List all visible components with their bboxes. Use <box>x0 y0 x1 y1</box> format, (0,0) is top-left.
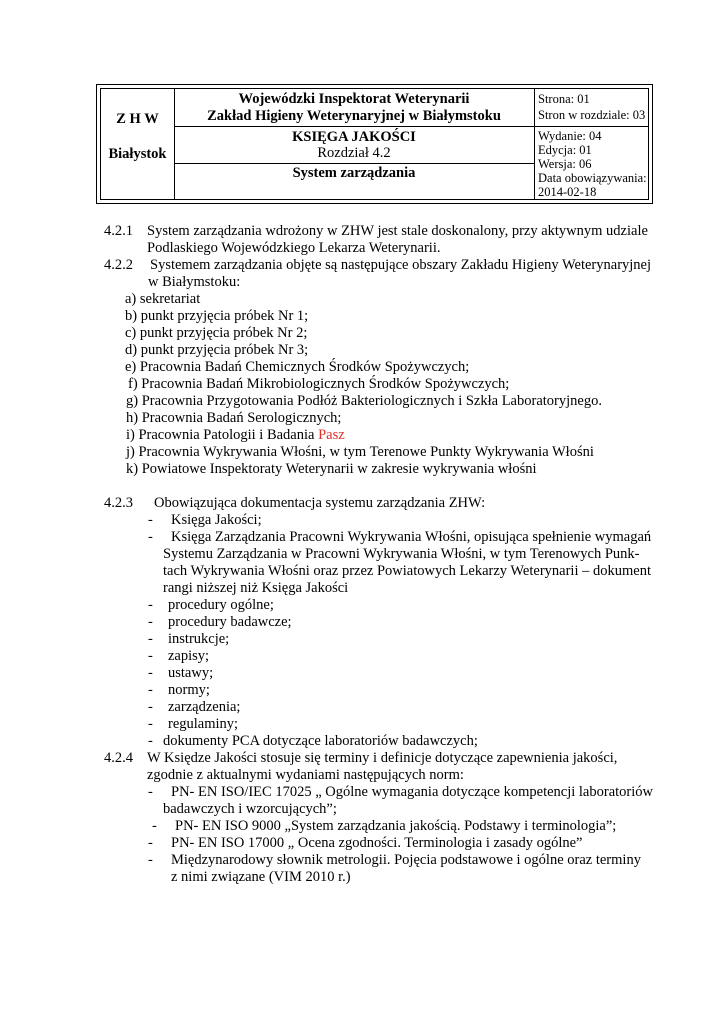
section-4-2-3-number: 4.2.3 <box>104 495 133 511</box>
area-item-i-highlight: Pasz <box>318 427 345 443</box>
version: Wersja: 06 <box>538 157 592 171</box>
header-divider-book <box>174 163 534 164</box>
org-code: Z H W <box>116 111 159 127</box>
area-item-a: a) sekretariat <box>125 291 201 307</box>
page-number: Strona: 01 <box>538 92 590 106</box>
page-count: Stron w rozdziale: 03 <box>538 108 646 122</box>
section-4-2-1-text-2: Podlaskiego Wojewódzkiego Lekarza Weterynarii. <box>147 240 441 256</box>
norm-dash-4: - <box>148 852 153 868</box>
section-4-2-2-text-2: w Białymstoku: <box>148 274 241 290</box>
org-name: Wojewódzki Inspektorat Weterynarii <box>238 91 470 107</box>
doc-dash-5: - <box>148 631 153 647</box>
doc-item-2-line-2: Systemu Zarządzania w Pracowni Wykrywania Włośni, w tym Terenowych Punk- <box>163 546 640 562</box>
doc-dash-6: - <box>148 648 153 664</box>
norm-4-line-1: Międzynarodowy słownik metrologii. Pojęcia podstawowe i ogólne oraz terminy <box>171 852 641 868</box>
header-divider-meta <box>534 126 648 127</box>
norm-4-line-2: z nimi związane (VIM 2010 r.) <box>171 869 351 885</box>
section-4-2-2-number: 4.2.2 <box>104 257 133 273</box>
org-city: Białystok <box>108 146 167 162</box>
norm-dash-2: - <box>152 818 157 834</box>
area-item-f: f) Pracownia Badań Mikrobiologicznych Środków Spożywczych; <box>128 376 510 392</box>
chapter-subject: System zarządzania <box>292 165 416 181</box>
edition: Wydanie: 04 <box>538 129 602 143</box>
header-divider-org <box>174 126 534 127</box>
norm-1-line-2: badawczych i wzorcujących”; <box>163 801 337 817</box>
section-4-2-1-number: 4.2.1 <box>104 223 133 239</box>
org-subname: Zakład Higieny Weterynaryjnej w Białymstoku <box>207 108 501 124</box>
doc-item-7: ustawy; <box>168 665 214 681</box>
doc-dash-4: - <box>148 614 153 630</box>
doc-item-2-line-3: tach Wykrywania Włośni oraz przez Powiatowych Lekarzy Weterynarii – dokument <box>163 563 651 579</box>
section-4-2-1-text-1: System zarządzania wdrożony w ZHW jest stale doskonalony, przy aktywnym udziale <box>147 223 648 239</box>
section-4-2-4-text-1: W Księdze Jakości stosuje się terminy i definicje dotyczące zapewnienia jakości, <box>147 750 618 766</box>
doc-dash-3: - <box>148 597 153 613</box>
area-item-c: c) punkt przyjęcia próbek Nr 2; <box>125 325 308 341</box>
area-item-i <box>126 427 345 444</box>
book-title: KSIĘGA JAKOŚCI <box>292 129 416 145</box>
section-4-2-2-text-1: Systemem zarządzania objęte są następujące obszary Zakładu Higieny Weterynaryjnej <box>150 257 652 273</box>
doc-item-10: regulaminy; <box>168 716 239 732</box>
chapter-number: Rozdział 4.2 <box>317 145 391 161</box>
doc-dash-9: - <box>148 699 153 715</box>
area-item-h: h) Pracownia Badań Serologicznych; <box>126 410 342 426</box>
doc-item-9: zarządzenia; <box>168 699 241 715</box>
section-4-2-4-text-2: zgodnie z aktualnymi wydaniami następujących norm: <box>147 767 464 783</box>
effective-date: 2014-02-18 <box>538 185 597 199</box>
header-inner-border <box>100 88 649 200</box>
doc-item-11: dokumenty PCA dotyczące laboratoriów badawczych; <box>163 733 478 749</box>
doc-item-5: instrukcje; <box>168 631 230 647</box>
doc-item-6: zapisy; <box>168 648 210 664</box>
doc-item-2-line-4: rangi niższej niż Księga Jakości <box>163 580 349 596</box>
header-divider-right <box>534 89 535 199</box>
doc-item-4: procedury badawcze; <box>168 614 292 630</box>
section-4-2-4-number: 4.2.4 <box>104 750 133 766</box>
doc-item-8: normy; <box>168 682 210 698</box>
norm-dash-1: - <box>148 784 153 800</box>
effective-date-label: Data obowiązywania: <box>538 171 647 185</box>
area-item-e: e) Pracownia Badań Chemicznych Środków Spożywczych; <box>125 359 470 375</box>
doc-dash-2: - <box>148 529 153 545</box>
area-item-d: d) punkt przyjęcia próbek Nr 3; <box>125 342 309 358</box>
area-item-j: j) Pracownia Wykrywania Włośni, w tym Terenowe Punkty Wykrywania Włośni <box>126 444 594 460</box>
norm-dash-3: - <box>148 835 153 851</box>
doc-item-1: Księga Jakości; <box>171 512 262 528</box>
doc-item-2-line-1: Księga Zarządzania Pracowni Wykrywania Włośni, opisująca spełnienie wymagań <box>171 529 652 545</box>
area-item-b: b) punkt przyjęcia próbek Nr 1; <box>125 308 309 324</box>
doc-dash-11: - <box>148 733 153 749</box>
area-item-k: k) Powiatowe Inspektoraty Weterynarii w zakresie wykrywania włośni <box>126 461 537 477</box>
doc-dash-1: - <box>148 512 153 528</box>
doc-dash-10: - <box>148 716 153 732</box>
edycja: Edycja: 01 <box>538 143 592 157</box>
area-item-g: g) Pracownia Przygotowania Podłóż Bakteriologicznych i Szkła Laboratoryjnego. <box>126 393 602 409</box>
section-4-2-3-intro: Obowiązująca dokumentacja systemu zarządzania ZHW: <box>154 495 486 511</box>
doc-dash-8: - <box>148 682 153 698</box>
norm-1-line-1: PN- EN ISO/IEC 17025 „ Ogólne wymagania dotyczące kompetencji laboratoriów <box>171 784 653 800</box>
doc-item-3: procedury ogólne; <box>168 597 274 613</box>
area-item-i-text: i) Pracownia Patologii i Badania <box>126 427 319 443</box>
norm-3: PN- EN ISO 17000 „ Ocena zgodności. Terminologia i zasady ogólne” <box>171 835 583 851</box>
norm-2: PN- EN ISO 9000 „System zarządzania jakością. Podstawy i terminologia”; <box>175 818 617 834</box>
header-table <box>96 84 653 204</box>
doc-dash-7: - <box>148 665 153 681</box>
